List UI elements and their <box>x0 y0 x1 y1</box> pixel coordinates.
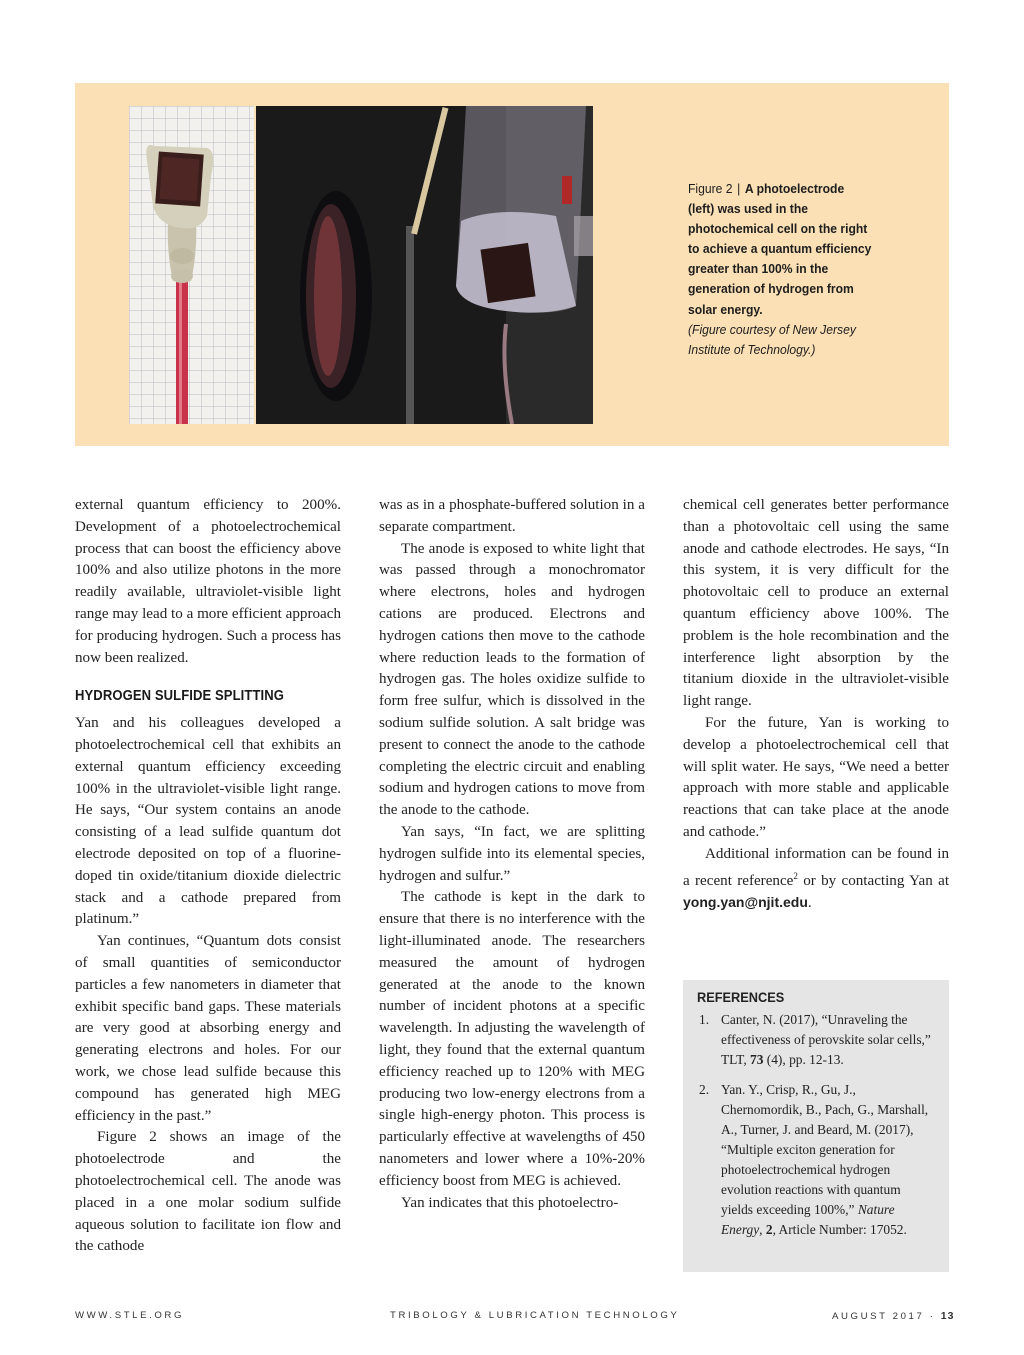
reference-text: (4), pp. 12-13. <box>763 1052 844 1067</box>
paragraph: chemical cell generates better performance than a photovoltaic cell using the same anode and cathode electrodes. He says, “In this system, it is very difficult for the photovoltaic cell to produce an external quantum efficiency above 100%. The problem is the hole recombination and the interference light absorption by the titanium dioxide in the ultraviolet-visible light range. <box>683 497 949 710</box>
reference-text: , <box>759 1222 766 1237</box>
photoelectrode-photo <box>129 106 254 424</box>
reference-number: 1. <box>699 1012 710 1027</box>
article-column-3 <box>683 495 949 915</box>
section-heading: HYDROGEN SULFIDE SPLITTING <box>75 688 284 705</box>
paragraph <box>683 844 949 915</box>
article-column-2 <box>379 495 645 1214</box>
reference-volume: 2 <box>765 1222 773 1237</box>
footer-date-page <box>832 1310 954 1322</box>
reference-text: Canter, N. (2017), “Unraveling the effectiveness of perovskite solar cells,” TLT, <box>721 1012 931 1067</box>
paragraph: Figure 2 shows an image of the photoelectrode and the photoelectrochemical cell. The anode was placed in a one molar sodium sulfide aqueous solution to facilitate ion flow and the cathode <box>75 1129 341 1255</box>
reference-text: Yan. Y., Crisp, R., Gu, J., Chernomordik, B., Pach, G., Marshall, A., Turner, J. and Beard, M. (2017), “Multiple exciton generation for photoelectrochemical hydrogen evolution reactions with quantum yields exceeding 100%,” <box>721 1082 929 1217</box>
paragraph-text: . <box>807 895 812 912</box>
paragraph: Yan indicates that this photoelectro- <box>401 1194 619 1211</box>
references-box <box>683 980 949 1272</box>
caption-credit: (Figure courtesy of New Jersey Institute of Technology.) <box>688 321 856 357</box>
email-link[interactable]: yong.yan@njit.edu <box>683 894 808 911</box>
paragraph: Yan and his colleagues developed a photoelectrochemical cell that exhibits an external quantum efficiency exceeding 100% in the ultraviolet-visible light range. He says, “Our system contains an anode consisting of a lead sulfide quantum dot electrode deposited on top of a fluorine-doped tin oxide/titanium dioxide dielectric stack and a cathode prepared from platinum.” <box>75 715 341 928</box>
figure-panel <box>75 83 949 446</box>
paragraph: The anode is exposed to white light that was passed through a monochromator where electrons, holes and hydrogen cations are produced. Electrons and hydrogen cations then move to the cathode where reduction leads to the formation of hydrogen gas. The holes oxidize sulfide to form free sulfur, which is dissolved in the sodium sulfide solution. A salt bridge was present to connect the anode to the cathode completing the electric circuit and enabling sodium and hydrogen cations to move from the anode to the cathode. <box>379 540 645 819</box>
figure-label: Figure 2 <box>688 181 733 196</box>
paragraph: Yan says, “In fact, we are splitting hydrogen sulfide into its elemental species, hydrogen and sulfur.” <box>379 823 645 884</box>
paragraph-text: Additional information can be found in a recent reference <box>683 845 949 889</box>
paragraph: The cathode is kept in the dark to ensure that there is no interference with the light-illuminated anode. The researchers measured the amount of hydrogen generated at the anode to the known number of incident photons at a specific wavelength. In adjusting the wavelength of light, they found that the external quantum efficiency reached up to 120% with MEG producing two low-energy electrons from a single high-energy photon. This process is particularly effective at wavelengths of 450 nanometers and lower where a 10%-20% efficiency boost from MEG is achieved. <box>379 889 645 1189</box>
figure-caption <box>688 179 872 360</box>
references-title: REFERENCES <box>697 990 785 1006</box>
paragraph: external quantum efficiency to 200%. Development of a photoelectrochemical process that can boost the efficiency above 100% and also utilize photons in the more readily available, ultraviolet-visible light range may lead to a more efficient approach for producing hydrogen. Such a process has now been realized. <box>75 497 341 666</box>
caption-text: A photoelectrode (left) was used in the photochemical cell on the right to achieve a quantum efficiency greater than 100% in the generation of hydrogen from solar energy. <box>688 181 872 317</box>
reference-item <box>697 1010 935 1070</box>
reference-item <box>697 1080 935 1240</box>
footer-dot: · <box>929 1311 936 1322</box>
reference-superscript: 2 <box>793 870 798 881</box>
footer-publication: TRIBOLOGY & LUBRICATION TECHNOLOGY <box>390 1310 680 1321</box>
paragraph: Yan continues, “Quantum dots consist of small quantities of semiconductor particles a few nanometers in diameter that exhibit specific band gaps. These materials are very good at absorbing energy and generating electrons and holes. For our work, we chose lead sulfide because this compound has generated high MEG efficiency in the past.” <box>75 933 341 1124</box>
caption-separator: | <box>737 181 741 196</box>
paragraph: For the future, Yan is working to develop a photoelectrochemical cell that will split water. He says, “We need a better approach with more stable and applicable reactions that can take place at the anode and cathode.” <box>683 714 949 840</box>
reference-text: , Article Number: 17052. <box>772 1222 907 1237</box>
article-column-1 <box>75 495 341 1258</box>
paragraph-text: or by contacting Yan at <box>797 872 950 889</box>
reference-number: 2. <box>699 1082 710 1097</box>
footer-date: AUGUST 2017 <box>832 1311 925 1322</box>
paragraph: was as in a phosphate-buffered solution in a separate compartment. <box>379 497 645 535</box>
reference-journal: Nature Energy <box>721 1202 895 1237</box>
footer-website: WWW.STLE.ORG <box>75 1310 185 1321</box>
reference-volume: 73 <box>750 1052 764 1067</box>
photochemical-cell-photo <box>256 106 593 424</box>
page-number: 13 <box>940 1310 955 1322</box>
reference-list <box>697 1010 935 1240</box>
